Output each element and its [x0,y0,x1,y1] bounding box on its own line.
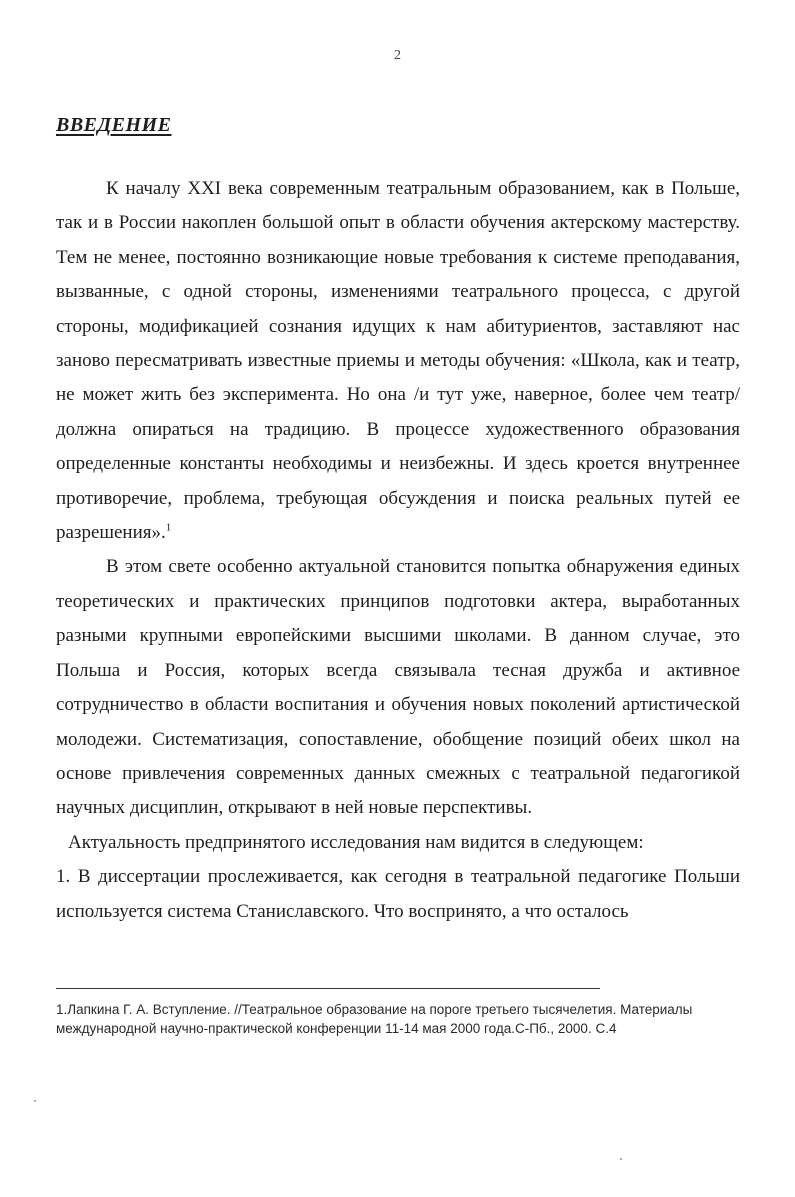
section-heading: ВВЕДЕНИЕ [56,114,172,136]
paragraph-intro [56,172,740,550]
paragraph-context: В этом свете особенно актуальной становится попытка обнаружения единых теоретических и практических принципов подготовки актера, выработанных разными крупными европейскими высшими школами. В данном случае, это Польша и Россия, которых всегда связывала тесная дружба и активное сотрудничество в области воспитания и обучения новых поколений артистической молодежи. Систематизация, сопоставление, обобщение позиций обеих школ на основе привлечения современных данных смежных с театральной педагогикой научных дисциплин, открывают в ней новые перспективы. [56,556,740,819]
footnote-divider [56,988,600,989]
scan-speck [34,1100,36,1102]
footnote-reference: 1 [165,521,172,534]
page-number: 2 [394,48,401,63]
footnote: 1.Лапкина Г. А. Вступление. //Театральное образование на пороге третьего тысячелетия. Материалы международной научно-практической конференции 11-14 мая 2000 года.С-Пб., 2000. С.4 [56,1002,693,1036]
scan-speck [620,1158,622,1160]
paragraph-intro-text: К началу XXI века современным театральным образованием, как в Польше, так и в России накоплен большой опыт в области обучения актерскому мастерству. Тем не менее, постоянно возникающие новые требования к системе преподавания, вызванные, с одной стороны, изменениями театрального процесса, с другой стороны, модификацией сознания идущих к нам абитуриентов, заставляют нас заново пересматривать известные приемы и методы обучения: «Школа, как и театр, не может жить без эксперимента. Но она /и тут уже, наверное, более чем театр/ должна опираться на традицию. В процессе художественного образования определенные константы необходимы и неизбежны. И здесь кроется внутреннее противоречие, проблема, требующая обсуждения и поиска реальных путей ее разрешения». [56,178,740,544]
list-item-1: 1. В диссертации прослеживается, как сегодня в театральной педагогике Польши используется система Станиславского. Что воспринято, а что осталось [56,866,740,922]
body-text [56,172,740,929]
paragraph-relevance: Актуальность предпринятого исследования нам видится в следующем: [68,831,644,853]
